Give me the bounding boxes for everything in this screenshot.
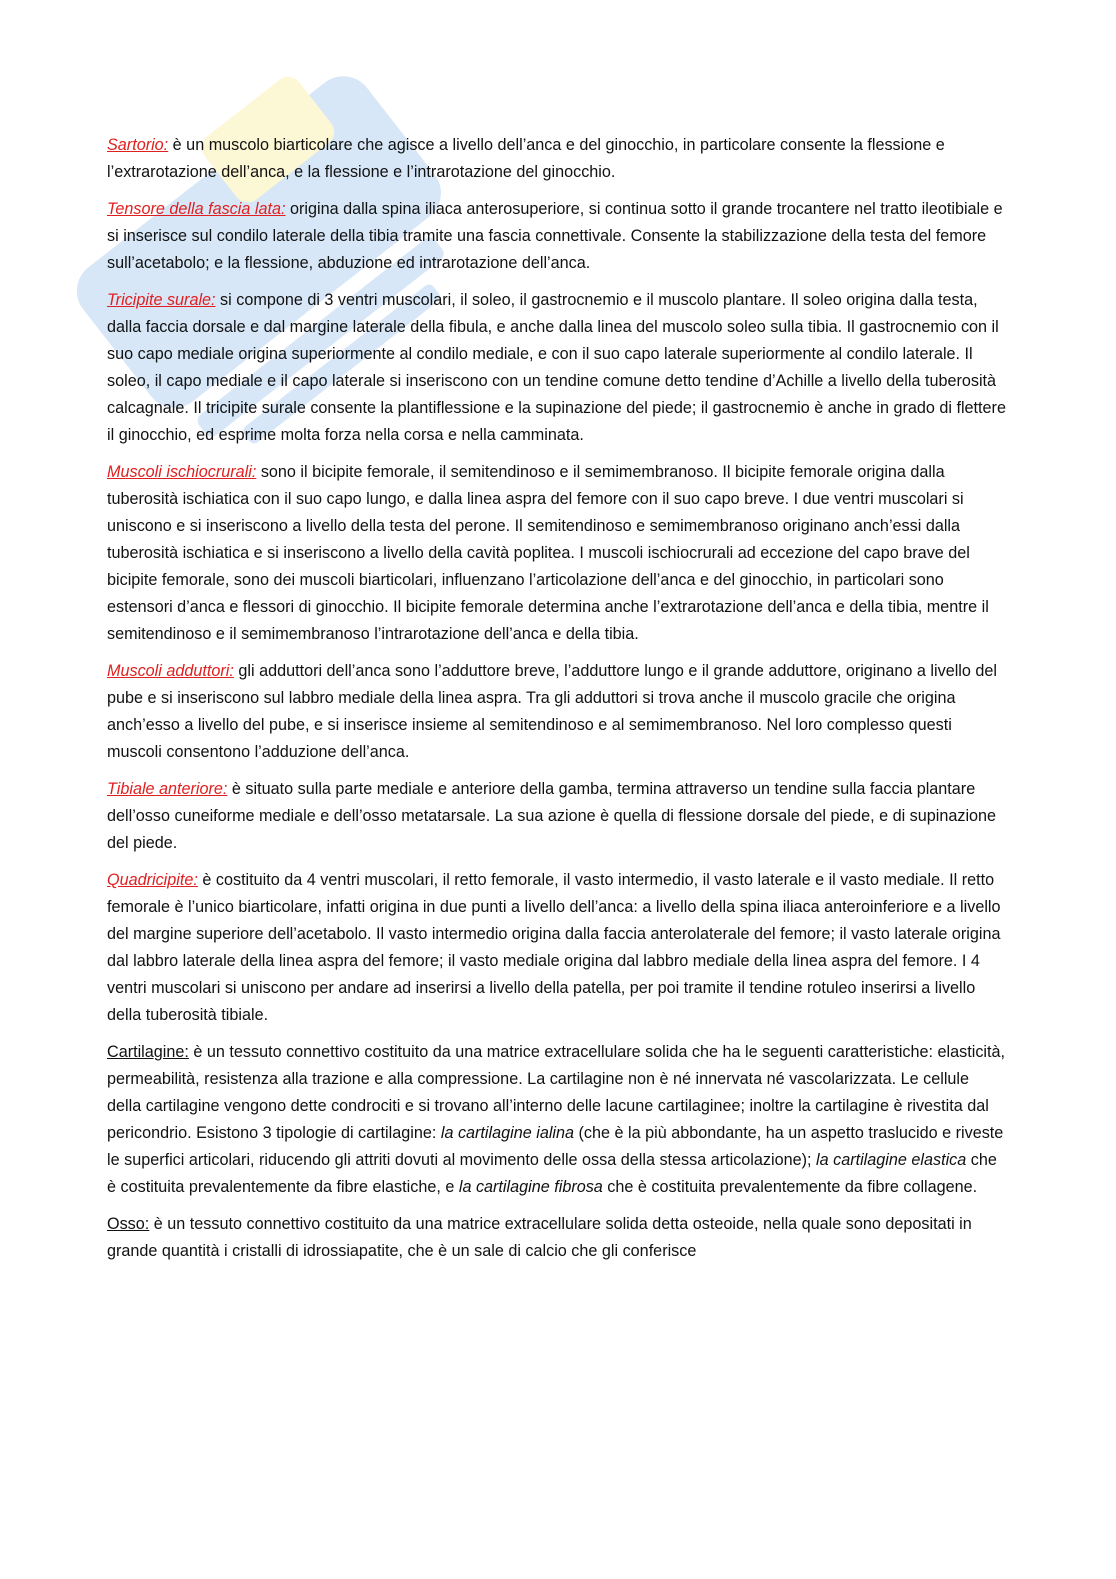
text-cartilagine-3: che è costituita prevalentemente da fibre elastiche, e (107, 1151, 997, 1196)
text-osso: è un tessuto connettivo costituito da una matrice extracellulare solida detta osteoide, nella quale sono depositati in grande quantità i cristalli di idrossiapatite, che è un sale di calcio che gli conferisce (107, 1215, 972, 1260)
heading-muscoli-adduttori: Muscoli adduttori: (107, 662, 234, 680)
paragraph-sartorio (107, 132, 1007, 186)
text-quadricipite: è costituito da 4 ventri muscolari, il retto femorale, il vasto intermedio, il vasto laterale e il vasto mediale. Il retto femorale è l’unico biarticolare, infatti origina in due punti a livello dell’anca: a livello della spina iliaca anteroinferiore e a livello del margine superiore dell’acetabolo. Il vasto intermedio origina dalla faccia anterolaterale del femore; il vasto laterale origina dal labbro laterale della linea aspra del femore; il vasto mediale origina dal labbro mediale della linea aspra del femore. I 4 ventri muscolari si uniscono per andare ad inserirsi a livello della patella, per poi tramite il tendine rotuleo inserirsi a livello della tuberosità tibiale. (107, 871, 1001, 1024)
cartilagine-elastica: la cartilagine elastica (816, 1151, 967, 1169)
paragraph-muscoli-ischiocrurali (107, 459, 1007, 648)
heading-tibiale-anteriore: Tibiale anteriore: (107, 780, 228, 798)
text-cartilagine-1: è un tessuto connettivo costituito da una matrice extracellulare solida che ha le seguenti caratteristiche: elasticità, permeabilità, resistenza alla trazione e alla compressione. La cartilagine non è né innervata né vascolarizzata. Le cellule della cartilagine vengono dette condrociti e si trovano all’interno delle lacune cartilaginee; inoltre la cartilagine è rivestita dal pericondrio. Esistono 3 tipologie di cartilagine: (107, 1043, 1006, 1142)
cartilagine-fibrosa: la cartilagine fibrosa (458, 1178, 603, 1196)
heading-osso: Osso: (107, 1215, 150, 1233)
paragraph-tensore-fascia-lata (107, 196, 1007, 277)
text-muscoli-adduttori: gli adduttori dell’anca sono l’adduttore breve, l’adduttore lungo e il grande adduttore, originano a livello del pube e si inseriscono sul labbro mediale della linea aspra. Tra gli adduttori si trova anche il muscolo gracile che origina anch’esso a livello del pube, e si inserisce insieme al semitendinoso e al semimembranoso. Nel loro complesso questi muscoli consentono l’adduzione dell’anca. (107, 662, 997, 761)
heading-tricipite-surale: Tricipite surale: (107, 291, 216, 309)
text-sartorio: è un muscolo biarticolare che agisce a livello dell’anca e del ginocchio, in particolare consente la flessione e l’extrarotazione dell’anca, e la flessione e l’intrarotazione del ginocchio. (107, 136, 945, 181)
heading-cartilagine: Cartilagine: (107, 1043, 189, 1061)
heading-quadricipite: Quadricipite: (107, 871, 198, 889)
text-tensore-fascia-lata: origina dalla spina iliaca anterosuperiore, si continua sotto il grande trocantere nel tratto ileotibiale e si inserisce sul condilo laterale della tibia tramite una fascia connettivale. Consente la stabilizzazione della testa del femore sull’acetabolo; e la flessione, abduzione ed intrarotazione dell’anca. (107, 200, 1003, 272)
text-tibiale-anteriore: è situato sulla parte mediale e anteriore della gamba, termina attraverso un tendine sulla faccia plantare dell’osso cuneiforme mediale e dell’osso metatarsale. La sua azione è quella di flessione dorsale del piede, e di supinazione del piede. (107, 780, 997, 852)
text-tricipite-surale: si compone di 3 ventri muscolari, il soleo, il gastrocnemio e il muscolo plantare. Il soleo origina dalla testa, dalla faccia dorsale e dal margine laterale della fibula, e anche dalla linea del muscolo soleo sulla tibia. Il gastrocnemio con il suo capo mediale origina superiormente al condilo mediale, e con il suo capo laterale superiormente al condilo laterale. Il soleo, il capo mediale e il capo laterale si inseriscono con un tendine comune detto tendine d’Achille a livello della tuberosità calcagnale. Il tricipite surale consente la plantiflessione e la supinazione del piede; il gastrocnemio è anche in grado di flettere il ginocchio, ed esprime molta forza nella corsa e nella camminata. (107, 291, 1006, 444)
heading-sartorio: Sartorio: (107, 136, 169, 154)
document-page (107, 132, 1007, 1275)
paragraph-quadricipite (107, 867, 1007, 1029)
paragraph-tibiale-anteriore (107, 776, 1007, 857)
paragraph-muscoli-adduttori (107, 658, 1007, 766)
heading-tensore-fascia-lata: Tensore della fascia lata: (107, 200, 286, 218)
text-muscoli-ischiocrurali: sono il bicipite femorale, il semitendinoso e il semimembranoso. Il bicipite femorale origina dalla tuberosità ischiatica con il suo capo lungo, e dalla linea aspra del femore con il suo capo breve. I due ventri muscolari si uniscono e si inseriscono a livello della testa del perone. Il semitendinoso e semimembranoso originano anch’essi dalla tuberosità ischiatica e si inseriscono a livello della cavità poplitea. I muscoli ischiocrurali ad eccezione del capo brave del bicipite femorale, sono dei muscoli biarticolari, influenzano l’articolazione dell’anca e del ginocchio, in particolari sono estensori d’anca e flessori di ginocchio. Il bicipite femorale determina anche l’extrarotazione dell’anca e della tibia, mentre il semitendinoso e il semimembranoso l’intrarotazione dell’anca e della tibia. (107, 463, 989, 643)
cartilagine-ialina: la cartilagine ialina (440, 1124, 575, 1142)
paragraph-tricipite-surale (107, 287, 1007, 449)
text-cartilagine-2: (che è la più abbondante, ha un aspetto traslucido e riveste le superfici articolari, riducendo gli attriti dovuti al movimento delle ossa della stessa articolazione); (107, 1124, 1004, 1169)
heading-muscoli-ischiocrurali: Muscoli ischiocrurali: (107, 463, 257, 481)
paragraph-osso (107, 1211, 1007, 1265)
paragraph-cartilagine (107, 1039, 1007, 1201)
text-cartilagine-4: che è costituita prevalentemente da fibre collagene. (602, 1178, 978, 1196)
